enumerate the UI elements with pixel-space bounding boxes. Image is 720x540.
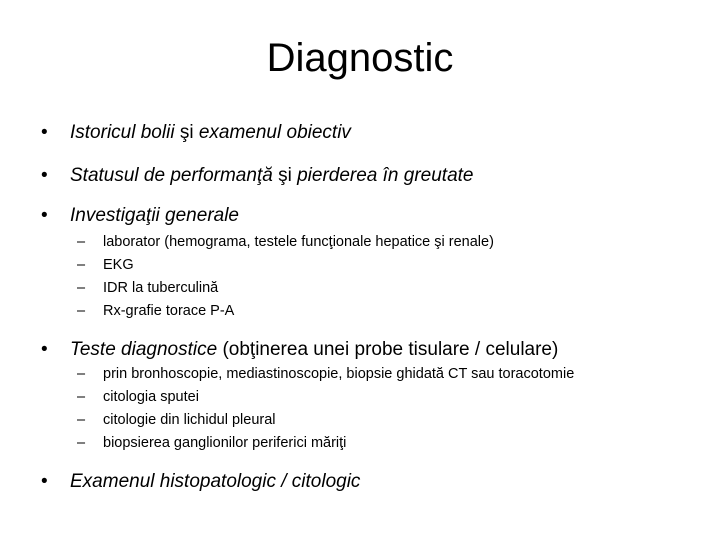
- bullet-text-part: şi: [179, 122, 194, 143]
- bullet-text-part: pierderea în greutate: [291, 165, 474, 186]
- sub-item: [77, 363, 574, 385]
- sub-item-text: EKG: [103, 257, 134, 273]
- bullet-text-part: Teste diagnostice: [70, 339, 218, 360]
- dash-marker: –: [77, 303, 86, 319]
- bullet-marker: •: [41, 205, 48, 226]
- dash-marker: –: [77, 280, 86, 296]
- sub-item: [77, 231, 494, 253]
- sub-item: [77, 254, 134, 276]
- bullet-text: Examenul histopatologic / citologic: [70, 471, 361, 492]
- bullet-item: [41, 203, 239, 229]
- bullet-marker: •: [41, 122, 48, 143]
- sub-item-text: biopsierea ganglionilor periferici măriţi: [103, 435, 347, 451]
- bullet-item: [41, 120, 351, 146]
- bullet-text-part: Statusul de performanţă: [70, 165, 279, 186]
- sub-item: [77, 300, 234, 322]
- bullet-text: [70, 339, 558, 360]
- dash-marker: –: [77, 435, 86, 451]
- bullet-item: [41, 163, 474, 189]
- bullet-text: Investigaţii generale: [70, 205, 239, 226]
- bullet-text-part: (obţinerea unei probe tisulare / celulare): [217, 339, 559, 360]
- bullet-item: [41, 469, 360, 495]
- bullet-text: [70, 122, 351, 143]
- dash-marker: –: [77, 366, 86, 382]
- dash-marker: –: [77, 412, 86, 428]
- sub-item-text: laborator (hemograma, testele funcţionale hepatice şi renale): [103, 234, 494, 250]
- bullet-marker: •: [41, 339, 48, 360]
- bullet-item: [41, 337, 558, 363]
- dash-marker: –: [77, 257, 86, 273]
- dash-marker: –: [77, 389, 86, 405]
- sub-item-text: citologie din lichidul pleural: [103, 412, 276, 428]
- sub-item-text: Rx-grafie torace P-A: [103, 303, 235, 319]
- sub-item: [77, 432, 346, 454]
- bullet-text-part: şi: [278, 165, 292, 186]
- sub-item-text: IDR la tuberculină: [103, 280, 219, 296]
- sub-item-text: citologia sputei: [103, 389, 199, 405]
- bullet-marker: •: [41, 165, 48, 186]
- sub-item: [77, 386, 199, 408]
- sub-item: [77, 409, 276, 431]
- bullet-text-part: Istoricul bolii: [70, 122, 180, 143]
- sub-item-text: prin bronhoscopie, mediastinoscopie, biopsie ghidată CT sau toracotomie: [103, 366, 575, 382]
- slide-title: Diagnostic: [266, 36, 454, 80]
- bullet-text: [70, 165, 474, 186]
- bullet-text-part: examenul obiectiv: [193, 122, 351, 143]
- sub-item: [77, 277, 218, 299]
- dash-marker: –: [77, 234, 86, 250]
- bullet-marker: •: [41, 471, 48, 492]
